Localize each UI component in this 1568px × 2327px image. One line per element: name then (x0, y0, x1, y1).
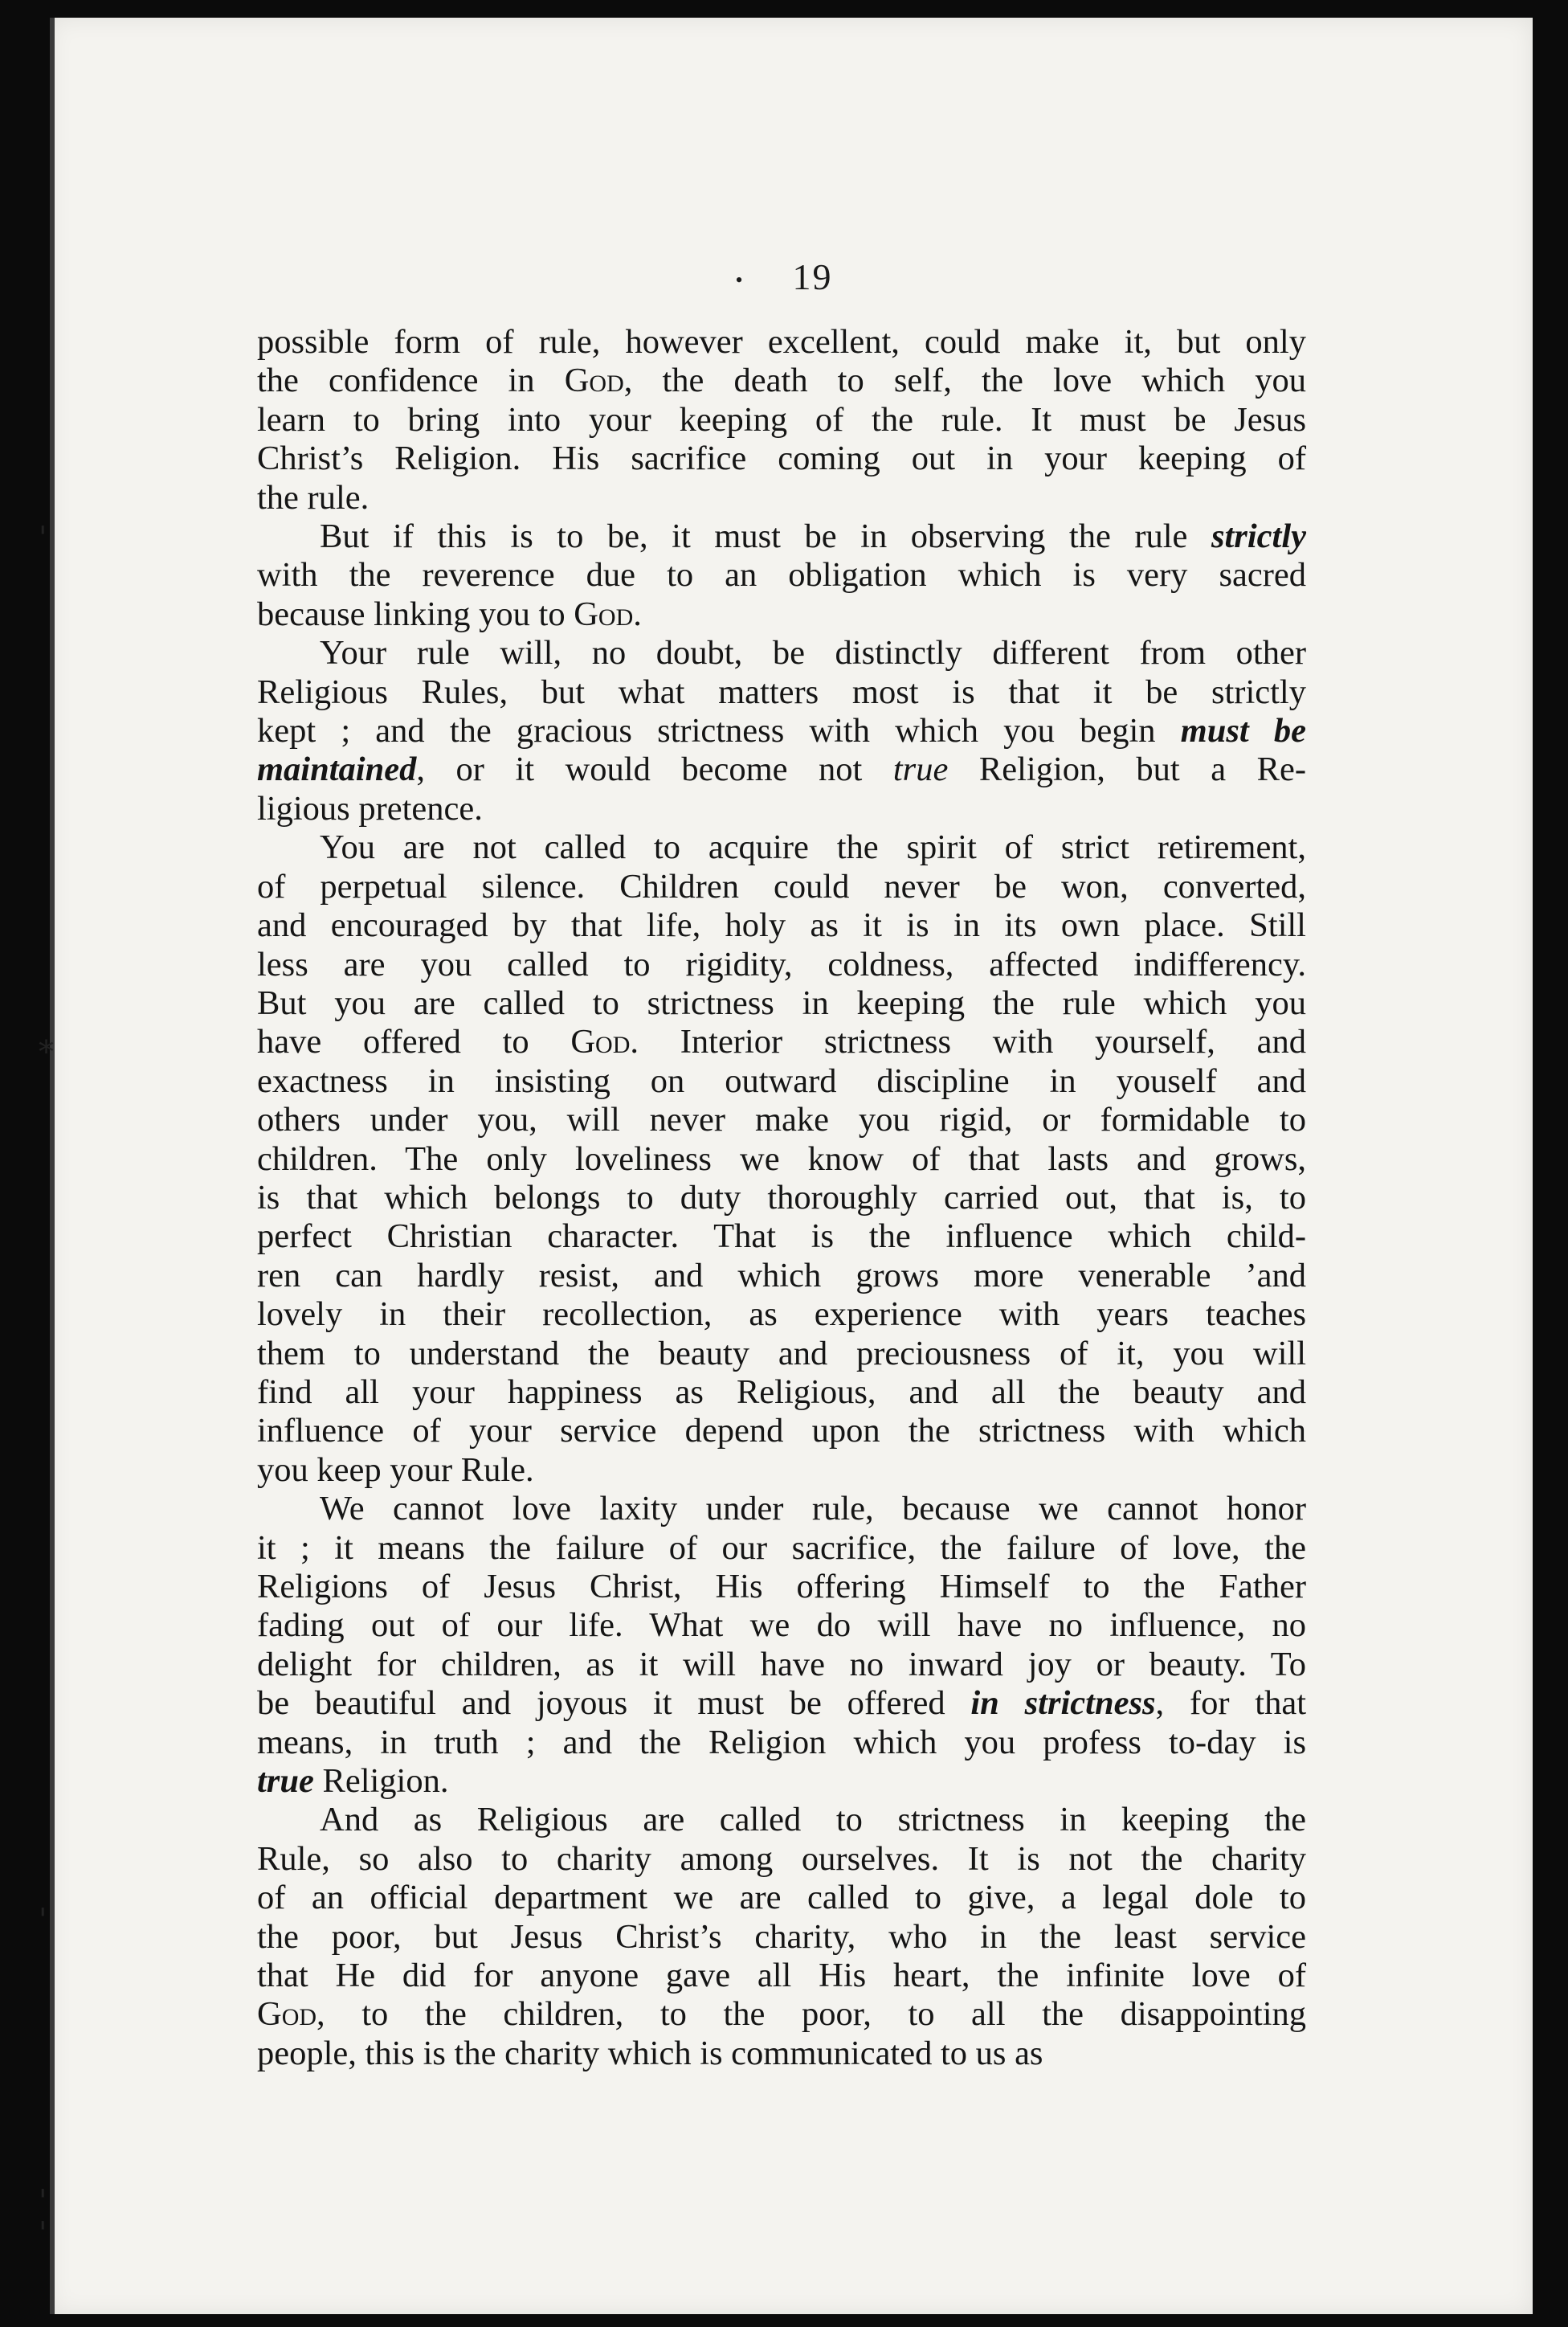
binding-edge (50, 18, 55, 2314)
paragraph (257, 517, 1306, 634)
text-line: is that which belongs to duty thoroughly carried out, that is, to (257, 1178, 1306, 1217)
text-line: delight for children, as it will have no inward joy or beauty. To (257, 1645, 1306, 1683)
text-line: means, in truth ; and the Religion which you profess to-day is (257, 1723, 1306, 1761)
text-line: learn to bring into your keeping of the rule. It must be Jesus (257, 400, 1306, 439)
text-line: God, to the children, to the poor, to all the disappointing (257, 1995, 1306, 2034)
text-line: fading out of our life. What we do will have no influence, no (257, 1606, 1306, 1645)
text-line: And as Religious are called to strictness in keeping the (320, 1801, 1306, 1839)
text-line: you keep your Rule. (257, 1450, 534, 1489)
emphasis-word: in strictness (970, 1684, 1156, 1723)
text-line: and encouraged by that life, holy as it is in its own place. Still (257, 906, 1306, 945)
text-line: it ; it means the failure of our sacrifice, the failure of love, the (257, 1528, 1306, 1567)
text-line: But if this is to be, it must be in observing the rule strictly (320, 517, 1306, 556)
small-caps-word: God (257, 1995, 317, 2034)
paragraph (257, 828, 1306, 1490)
text-line: others under you, will never make you rigid, or formidable to (257, 1101, 1306, 1139)
text-line: lovely in their recollection, as experience with years teaches (257, 1295, 1306, 1334)
text-line: of perpetual silence. Children could never be won, converted, (257, 867, 1306, 906)
text-line: with the reverence due to an obligation which is very sacred (257, 556, 1306, 595)
text-line: Religious Rules, but what matters most is that it be strictly (257, 673, 1306, 711)
text-line: influence of your service depend upon the strictness with which (257, 1412, 1306, 1450)
paragraph (257, 1801, 1306, 2073)
text-line: But you are called to strictness in keeping the rule which you (257, 984, 1306, 1022)
paragraph (257, 634, 1306, 828)
text-line: Rule, so also to charity among ourselves. It is not the charity (257, 1839, 1306, 1878)
text-line: perfect Christian character. That is the influence which child- (257, 1217, 1306, 1256)
text-line: the confidence in God, the death to self, the love which you (257, 362, 1306, 400)
text-line: children. The only loveliness we know of that lasts and grows, (257, 1139, 1306, 1178)
margin-mark: ' (39, 520, 47, 555)
page-marker: • (735, 268, 745, 292)
text-line: You are not called to acquire the spirit of strict retirement, (320, 828, 1306, 867)
text-line: true Religion. (257, 1762, 449, 1801)
text-line: them to understand the beauty and preciousness of it, you will (257, 1334, 1306, 1372)
small-caps-word: God (574, 595, 634, 633)
emphasis-word: must be (1180, 712, 1306, 750)
body-text (257, 323, 1306, 2073)
margin-mark: ' (39, 2183, 47, 2219)
emphasis-word: strictly (1211, 517, 1306, 556)
paragraph (257, 1490, 1306, 1801)
margin-mark: ' (39, 2215, 47, 2251)
small-caps-word: God (564, 362, 624, 400)
page-number-text: 19 (792, 256, 833, 297)
text-line: have offered to God. Interior strictness with yourself, and (257, 1023, 1307, 1061)
text-line: that He did for anyone gave all His heart, the infinite love of (257, 1957, 1306, 1995)
text-line: find all your happiness as Religious, and all the beauty and (257, 1372, 1306, 1411)
text-line: ligious pretence. (257, 789, 483, 828)
page-number (0, 256, 1568, 298)
text-line: We cannot love laxity under rule, because we cannot honor (320, 1490, 1306, 1528)
text-line: because linking you to God. (257, 595, 642, 633)
text-line: exactness in insisting on outward discipline in youself and (257, 1061, 1306, 1100)
text-line: people, this is the charity which is communicated to us as (257, 2034, 1043, 2072)
margin-mark: ' (39, 1902, 47, 1937)
text-line: ren can hardly resist, and which grows more venerable ’and (257, 1256, 1306, 1294)
text-line: the poor, but Jesus Christ’s charity, who in the least service (257, 1917, 1306, 1956)
text-line: kept ; and the gracious strictness with which you begin must be (257, 712, 1306, 750)
paragraph (257, 323, 1306, 517)
text-line: be beautiful and joyous it must be offered in strictness, for that (257, 1684, 1307, 1723)
margin-mark: * (39, 1034, 54, 1069)
text-line: less are you called to rigidity, coldness, affected indifferency. (257, 945, 1306, 984)
text-line: the rule. (257, 478, 370, 517)
text-line: maintained, or it would become not true Religion, but a Re- (257, 750, 1306, 789)
text-line: Your rule will, no doubt, be distinctly different from other (320, 634, 1306, 673)
emphasis-word: maintained (257, 750, 417, 789)
text-line: Religions of Jesus Christ, His offering Himself to the Father (257, 1568, 1306, 1605)
text-line: of an official department we are called to give, a legal dole to (257, 1879, 1306, 1917)
small-caps-word: God (570, 1023, 631, 1061)
italic-word: true (892, 750, 949, 789)
emphasis-word: true (257, 1762, 314, 1801)
text-line: Christ’s Religion. His sacrifice coming out in your keeping of (257, 440, 1306, 478)
text-line: possible form of rule, however excellent, could make it, but only (257, 323, 1306, 361)
